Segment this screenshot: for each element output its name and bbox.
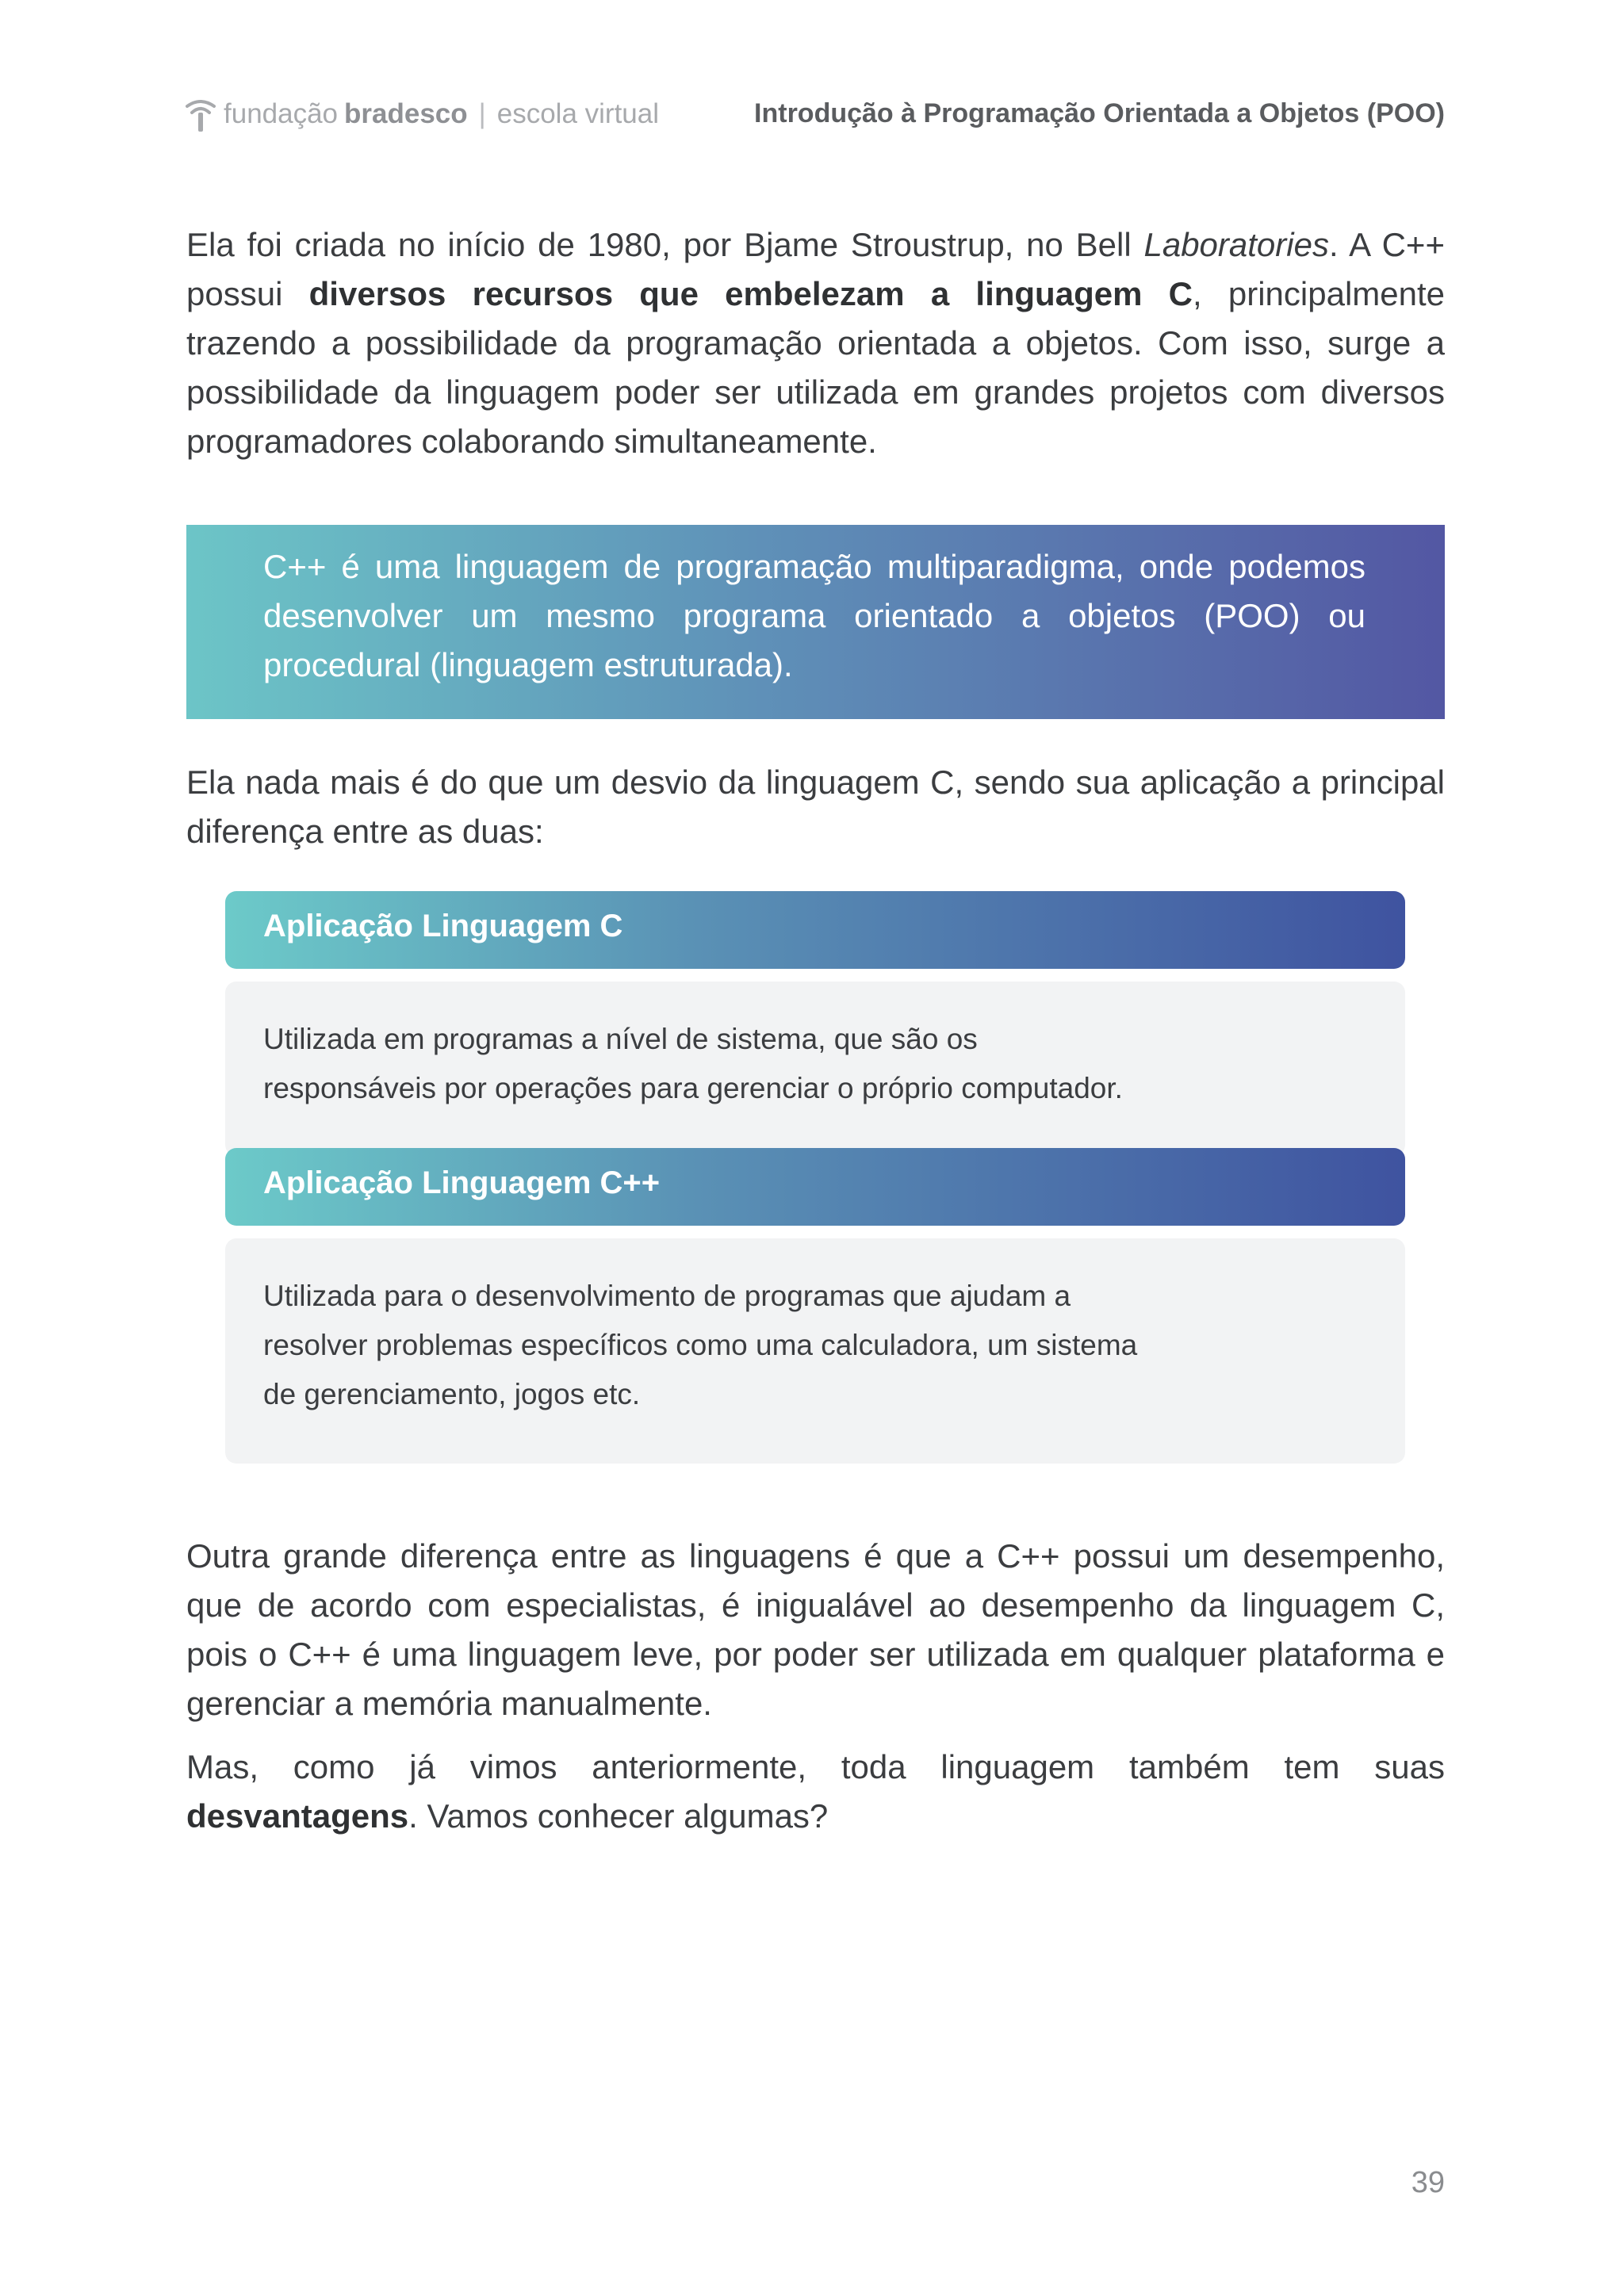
logo-text-escola-virtual: escola virtual bbox=[496, 98, 660, 129]
paragraph-performance: Outra grande diferença entre as linguagens é que a C++ possui um desempenho, que de acordo com especialistas, é inigualável ao desempenho da linguagem C, pois o C++ é uma linguagem leve, por poder ser utilizada em qualquer plataforma e gerenciar a memória manualmente. bbox=[186, 1537, 1445, 1722]
card-cpp-title: Aplicação Linguagem C++ bbox=[263, 1165, 661, 1200]
logo-text-fundacao: fundação bbox=[224, 98, 339, 129]
card-c-body bbox=[225, 982, 1405, 1156]
paragraph-disadvantages bbox=[186, 1743, 1445, 1841]
intro-text-2: . A C++ possui bbox=[186, 226, 1445, 312]
highlight-box bbox=[186, 525, 1445, 719]
page-header bbox=[182, 86, 1445, 141]
card-cpp-line-1: Utilizada para o desenvolvimento de programas que ajudam a bbox=[263, 1280, 1071, 1312]
intro-text-3: , principalmente trazendo a possibilidade da programação orientada a objetos. Com isso, surge a possibilidade da linguagem poder ser utilizada em grandes projetos com diversos programadores colaborando simultaneamente. bbox=[186, 275, 1446, 460]
logo-text-bradesco: bradesco bbox=[344, 98, 468, 129]
card-cpp-header bbox=[225, 1148, 1405, 1226]
highlight-text: C++ é uma linguagem de programação multiparadigma, onde podemos desenvolver um mesmo programa orientado a objetos (POO) ou procedural (linguagem estruturada). bbox=[263, 548, 1365, 683]
fundacao-bradesco-logo bbox=[182, 92, 659, 136]
intro-paragraph bbox=[186, 220, 1445, 466]
disadvantages-text-1: Mas, como já vimos anteriormente, toda linguagem também tem suas bbox=[186, 1748, 1445, 1785]
card-cpp-line-2: resolver problemas específicos como uma calculadora, um sistema bbox=[263, 1329, 1138, 1361]
tree-logo-icon bbox=[182, 95, 219, 133]
intro-text-1: Ela foi criada no início de 1980, por Bjame Stroustrup, no Bell bbox=[186, 226, 1144, 263]
card-cpp-body bbox=[225, 1238, 1405, 1464]
paragraph-difference-intro: Ela nada mais é do que um desvio da linguagem C, sendo sua aplicação a principal diferença entre as duas: bbox=[186, 763, 1445, 850]
intro-italic-laboratories: Laboratories bbox=[1143, 226, 1329, 263]
page-number: 39 bbox=[1411, 2166, 1445, 2199]
document-title: Introdução à Programação Orientada a Objetos (POO) bbox=[754, 98, 1445, 128]
card-c-title: Aplicação Linguagem C bbox=[263, 909, 623, 943]
disadvantages-bold: desvantagens bbox=[186, 1797, 409, 1835]
card-c-header bbox=[225, 891, 1405, 969]
card-c-line-1: Utilizada em programas a nível de sistema, que são os bbox=[263, 1023, 978, 1055]
disadvantages-text-2: . Vamos conhecer algumas? bbox=[408, 1797, 829, 1835]
card-cpp-line-3: de gerenciamento, jogos etc. bbox=[263, 1378, 641, 1410]
intro-bold-phrase: diversos recursos que embelezam a linguagem C bbox=[308, 275, 1193, 312]
card-c-line-2: responsáveis por operações para gerenciar o próprio computador. bbox=[263, 1072, 1123, 1104]
logo-separator: | bbox=[478, 98, 486, 129]
